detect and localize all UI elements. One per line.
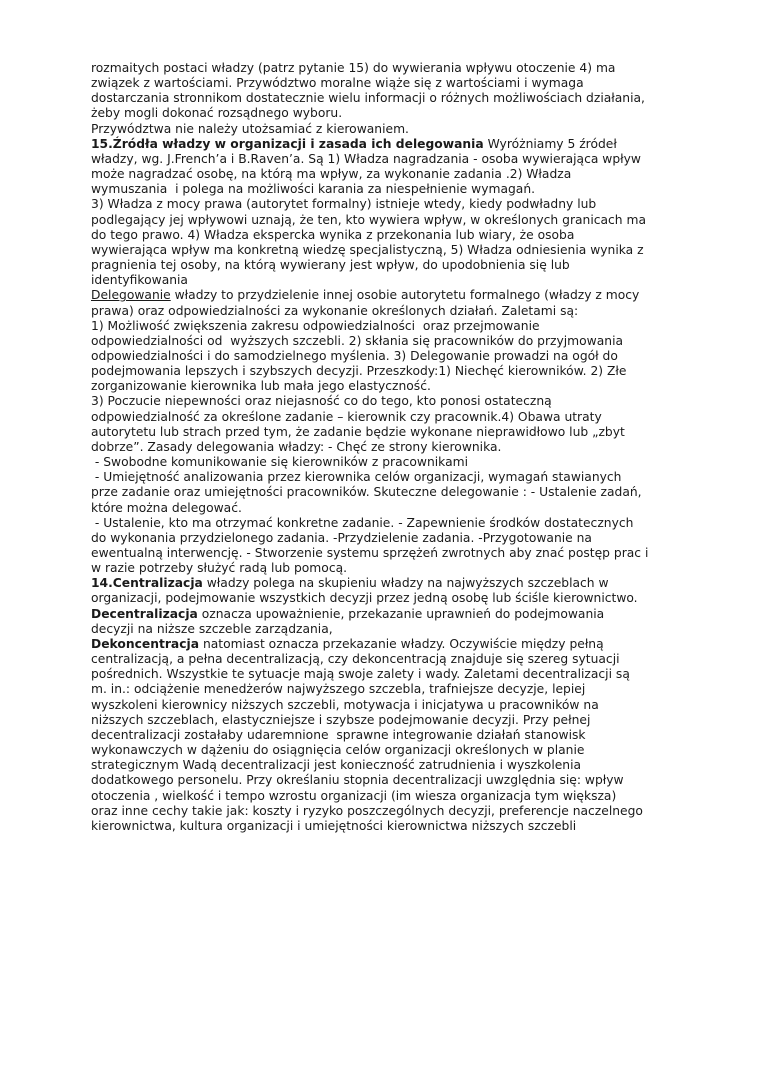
- text-line: odpowiedzialności od wyższych szczebli. 2) skłania się pracowników do przyjmowania: [91, 333, 624, 348]
- text-line: władzy, wg. J.French’a i B.Raven’a. Są 1) Władza nagradzania - osoba wywierająca wpływ: [91, 151, 641, 166]
- delegation-term: Delegowanie: [91, 288, 171, 303]
- text-line: związek z wartościami. Przywództwo moralne wiąże się z wartościami i wymaga: [91, 76, 584, 91]
- text-line: zorganizowanie kierownika lub mała jego elastyczność.: [91, 379, 431, 394]
- deconcentration-line: [91, 637, 681, 652]
- text-line: rozmaitych postaci władzy (patrz pytanie 15) do wywierania wpływu otoczenie 4) ma: [91, 61, 616, 75]
- decentralization-term: Decentralizacja: [91, 606, 198, 621]
- section-14-heading: 14.Centralizacja: [91, 576, 203, 591]
- text-line: 3) Władza z mocy prawa (autorytet formalny) istnieje wtedy, kiedy podwładny lub: [91, 197, 597, 212]
- text-fragment: natomiast oznacza przekazanie władzy. Oczywiście między pełną: [199, 636, 604, 651]
- text-line: strategicznym Wadą decentralizacji jest konieczność zatrudnienia i wyszkolenia: [91, 758, 582, 773]
- text-line: - Umiejętność analizowania przez kierownika celów organizacji, wymagań stawianych: [91, 470, 622, 485]
- text-line: - Ustalenie, kto ma otrzymać konkretne zadanie. - Zapewnienie środków dostatecznych: [91, 515, 634, 530]
- text-line: wykonawczych w dążeniu do osiągnięcia celów organizacji określonych w planie: [91, 743, 585, 758]
- section-14-heading-line: [91, 576, 681, 591]
- text-line: prawa) oraz odpowiedzialności za wykonanie określonych działań. Zaletami są:: [91, 303, 579, 318]
- text-line: otoczenia , wielkość i tempo wzrostu organizacji (im wiesza organizacja tym większa): [91, 788, 617, 803]
- text-line: m. in.: odciążenie menedżerów najwyższego szczebla, trafniejsze decyzje, lepiej: [91, 682, 586, 697]
- text-line: odpowiedzialność za określone zadanie – kierownik czy pracownik.4) Obawa utraty: [91, 409, 602, 424]
- text-line: 1) Możliwość zwiększenia zakresu odpowiedzialności oraz przejmowanie: [91, 318, 540, 333]
- text-line: identyfikowania: [91, 273, 188, 288]
- text-line: pośrednich. Wszystkie te sytuacje mają swoje zalety i wady. Zaletami decentralizacji są: [91, 667, 630, 682]
- text-fragment: władzy to przydzielenie innej osobie autorytetu formalnego (władzy z mocy: [170, 288, 640, 303]
- text-line: do wykonania przydzielonego zadania. -Przydzielenie zadania. -Przygotowanie na: [91, 530, 592, 545]
- text-line: decyzji na niższe szczeble zarządzania,: [91, 621, 333, 636]
- deconcentration-term: Dekoncentracja: [91, 636, 200, 651]
- text-line: może nagradzać osobę, na którą ma wpływ, za wykonanie zadania .2) Władza: [91, 167, 572, 182]
- decentralization-line: [91, 607, 681, 622]
- text-line: do tego prawo. 4) Władza ekspercka wynika z przekonania lub wiary, że osoba: [91, 227, 575, 242]
- text-line: pragnienia tej osoby, na którą wywierany jest wpływ, do upodobnienia się lub: [91, 258, 570, 273]
- text-line: oraz inne cechy takie jak: koszty i ryzyko poszczególnych decyzji, preferencje naczelnego: [91, 803, 643, 818]
- text-line: centralizacją, a pełna decentralizacją, czy dekoncentracją znajduje się szereg sytuacji: [91, 652, 620, 667]
- text-line: prze zadanie oraz umiejętności pracowników. Skuteczne delegowanie : - Ustalenie zadań,: [91, 485, 642, 500]
- text-fragment: Wyróżniamy 5 źródeł: [483, 136, 617, 151]
- text-line: w razie potrzeby służyć radą lub pomocą.: [91, 561, 348, 576]
- delegation-line: [91, 288, 681, 303]
- text-line: żeby mogli dokonać rozsądnego wyboru.: [91, 106, 343, 121]
- text-line: autorytetu lub strach przed tym, że zadanie będzie wykonane nieprawidłowo lub „zbyt: [91, 424, 625, 439]
- text-line: Przywództwa nie należy utożsamiać z kierowaniem.: [91, 121, 409, 136]
- text-line: które można delegować.: [91, 500, 242, 515]
- text-line: podejmowania lepszych i szybszych decyzji. Przeszkody:1) Niechęć kierowników. 2) Złe: [91, 364, 627, 379]
- text-line: podlegający jej wpływowi uznają, że ten, kto wywiera wpływ, w określonych granicach ma: [91, 212, 647, 227]
- text-line: dostarczania stronnikom dostatecznie wielu informacji o różnych możliwościach działania,: [91, 91, 645, 106]
- document-body: [91, 61, 681, 834]
- section-15-heading-line: [91, 137, 681, 152]
- text-line: decentralizacji zostałaby udaremnione sprawne integrowanie działań stanowisk: [91, 727, 586, 742]
- text-line: odpowiedzialności i do samodzielnego myślenia. 3) Delegowanie prowadzi na ogół do: [91, 348, 618, 363]
- text-line: wyszkoleni kierownicy niższych szczebli, motywacja i inicjatywa u pracowników na: [91, 697, 599, 712]
- text-line: dobrze”. Zasady delegowania władzy: - Chęć ze strony kierownika.: [91, 439, 502, 454]
- text-fragment: władzy polega na skupieniu władzy na najwyższych szczeblach w: [202, 576, 609, 591]
- text-line: - Swobodne komunikowanie się kierowników z pracownikami: [91, 455, 469, 470]
- text-line: niższych szczeblach, elastyczniejsze i szybsze podejmowanie decyzji. Przy pełnej: [91, 712, 591, 727]
- text-line: dodatkowego personelu. Przy określaniu stopnia decentralizacji uwzględnia się: wpływ: [91, 773, 624, 788]
- text-line: 3) Poczucie niepewności oraz niejasność co do tego, kto ponosi ostateczną: [91, 394, 552, 409]
- text-line: wymuszania i polega na możliwości karania za niespełnienie wymagań.: [91, 182, 536, 197]
- section-15-heading: 15.Źródła władzy w organizacji i zasada ich delegowania: [91, 136, 484, 151]
- text-line: kierownictwa, kultura organizacji i umiejętności kierownictwa niższych szczebli: [91, 818, 577, 833]
- text-line: organizacji, podejmowanie wszystkich decyzji przez jedną osobę lub ściśle kierownictwo.: [91, 591, 638, 606]
- text-line: ewentualną interwencję. - Stworzenie systemu sprzężeń zwrotnych aby znać postęp prac i: [91, 546, 649, 560]
- text-line: wywierająca wpływ ma konkretną wiedzę specjalistyczną, 5) Władza odniesienia wynika z: [91, 242, 644, 257]
- text-fragment: oznacza upoważnienie, przekazanie uprawnień do podejmowania: [197, 606, 605, 621]
